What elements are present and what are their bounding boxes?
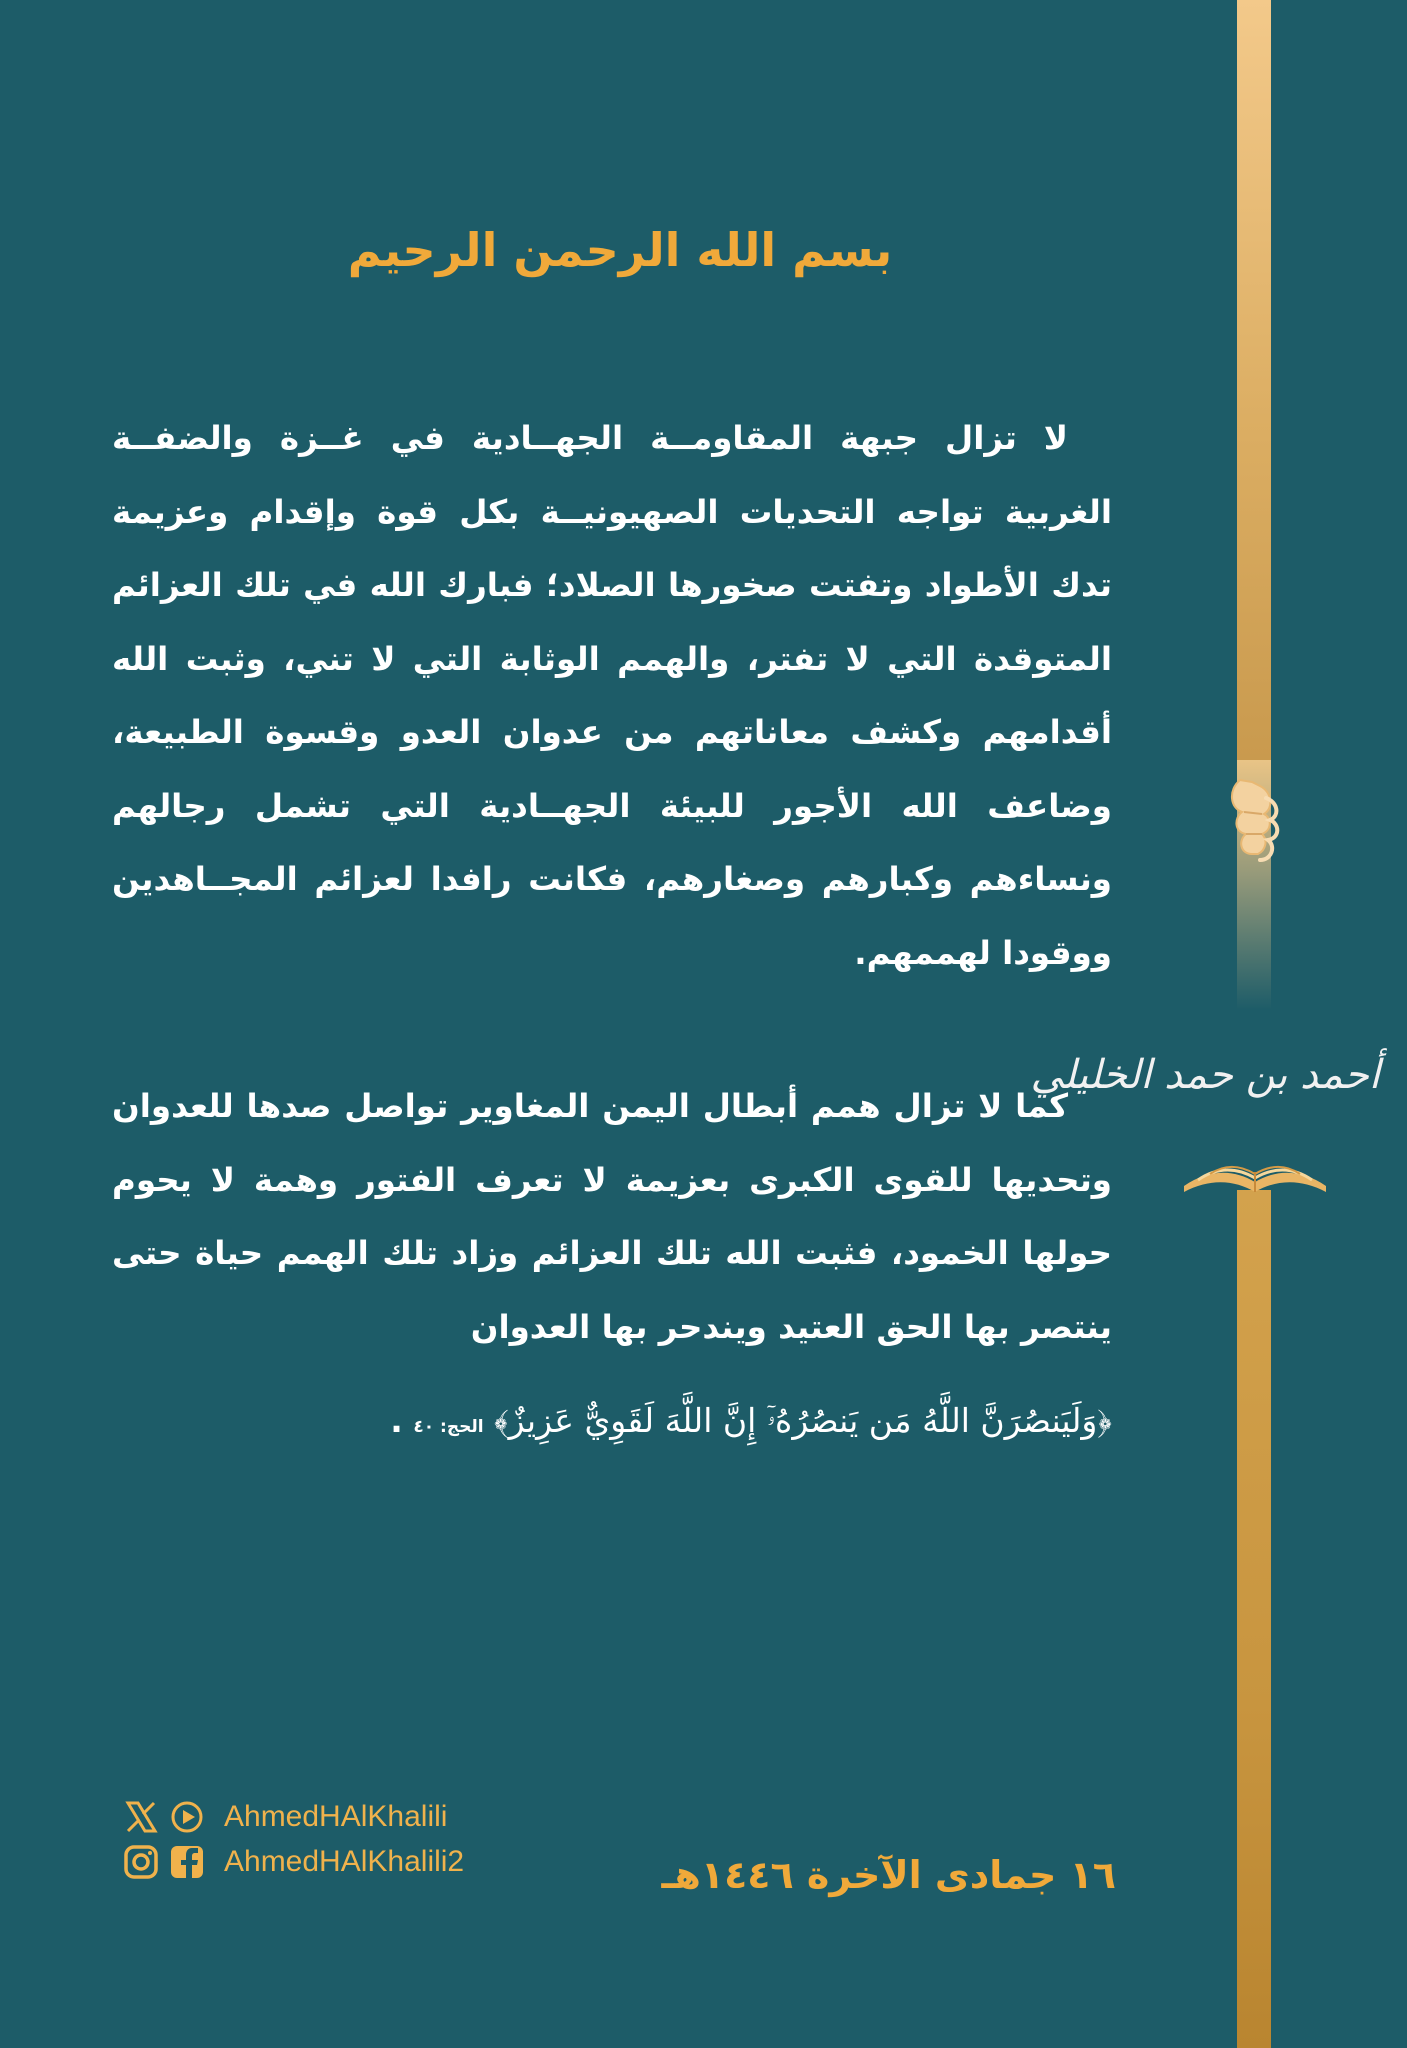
golden-rod-bottom [1237,1190,1271,2048]
golden-rod-top [1237,0,1271,760]
social-row-1 [122,1797,447,1837]
paragraph-gaza-text: لا تزال جبهة المقاومــة الجهــادية في غــزة والضفــة الغربية تواجه التحديات الصهيونيــة بكل قوة وإقدام وعزيمة تدك الأطواد وتفتت صخورها الصلاد؛ فبارك الله في تلك العزائم المتوقدة التي لا تفتر، والهمم الوثابة التي لا تني، وثبت الله أقدامهم وكشف معاناتهم من عدوان العدو وقسوة الطبيعة، وضاعف الله الأجور للبيئة الجهــادية التي تشمل رجالهم ونساءهم وكبارهم وصغارهم، فكانت رافدا لعزائم المجــاهدين ووقودا لهممهم. [112,419,1112,972]
quran-verse [112,1386,1112,1462]
verse-reference: الحج: ٤٠ [413,1417,484,1437]
hijri-date: ١٦ جمادى الآخرة ١٤٤٦هـ [661,1853,1116,1897]
signature: أحمد بن حمد الخليلي [1030,1052,1380,1098]
facebook-icon[interactable] [168,1843,206,1881]
basmala-heading: بسم الله الرحمن الرحيم [347,223,893,277]
youtube-icon[interactable] [168,1798,206,1836]
verse-text: وَلَيَنصُرَنَّ اللَّهُ مَن يَنصُرُهُۥٓ إِنَّ اللَّهَ لَقَوِيٌّ عَزِيزٌ [508,1401,1098,1440]
verse-end: . [390,1401,403,1440]
verse-open-bracket: ﴿ [1097,1401,1112,1440]
hands-grip-icon [1222,760,1288,890]
verse-close-bracket: ﴾ [494,1401,509,1440]
x-icon[interactable] [122,1798,160,1836]
paragraph-yemen [112,1070,1112,1364]
paragraph-yemen-text: كما لا تزال همم أبطال اليمن المغاوير تواصل صدها للعدوان وتحديها للقوى الكبرى بعزيمة لا تعرف الفتور وهمة لا يحوم حولها الخمود، فثبت الله تلك العزائم وزاد تلك الهمم حياة حتى ينتصر بها الحق العتيد ويندحر بها العدوان [112,1087,1112,1346]
paragraph-gaza [112,402,1112,990]
open-book-icon [1180,1148,1330,1198]
instagram-icon[interactable] [122,1843,160,1881]
social-row-2 [122,1842,464,1882]
handle-primary[interactable]: AhmedHAlKhalili [224,1800,448,1833]
handle-secondary[interactable]: AhmedHAlKhalili2 [224,1845,465,1878]
